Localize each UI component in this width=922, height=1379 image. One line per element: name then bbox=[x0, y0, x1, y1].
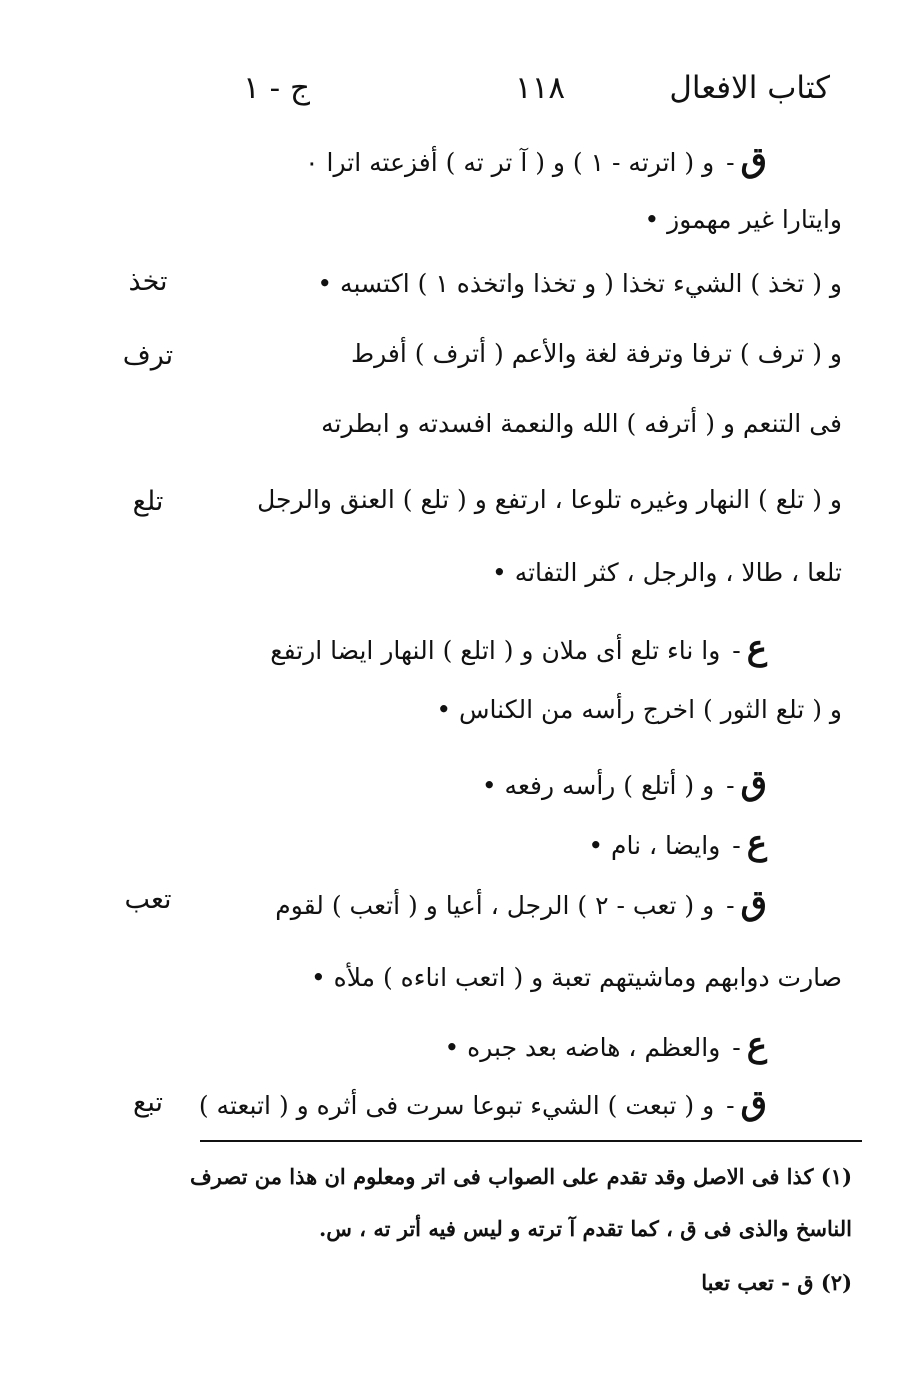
text-line bbox=[588, 823, 767, 863]
text-line bbox=[257, 480, 842, 520]
source-separator: - bbox=[726, 1091, 735, 1120]
margin-headword: تبع bbox=[132, 1087, 164, 1118]
book-title: كتاب الافعال bbox=[669, 70, 830, 106]
source-marker: ق bbox=[740, 763, 767, 803]
text-line bbox=[199, 1083, 767, 1123]
line-text: صارت دوابهم وماشيتهم تعبة و ( اتعب اناءه ) ملأه • bbox=[310, 963, 842, 992]
footnote-line: الناسخ والذى فى ق ، كما تقدم آ ترته و ليس فيه أتر ته ، س. bbox=[318, 1216, 852, 1241]
text-line bbox=[351, 334, 842, 374]
text-line bbox=[644, 200, 842, 240]
line-text: وايضا ، نام • bbox=[588, 831, 721, 860]
text-line bbox=[444, 1025, 767, 1065]
source-separator: - bbox=[726, 891, 735, 920]
margin-headword: تلع bbox=[132, 486, 164, 517]
text-line bbox=[305, 140, 767, 180]
page-number: ١١٨ bbox=[515, 70, 565, 106]
text-line bbox=[482, 763, 767, 803]
margin-headword: ترف bbox=[122, 340, 174, 371]
source-separator: - bbox=[726, 771, 735, 800]
line-text: و ( اترته - ١ ) و ( آ تر ته ) أفزعته اترا ٠ bbox=[305, 148, 715, 177]
footnote-divider bbox=[200, 1140, 862, 1142]
source-separator: - bbox=[726, 148, 735, 177]
line-text: وا ناء تلع أى ملان و ( اتلع ) النهار ايضا ارتفع bbox=[270, 636, 721, 665]
source-marker: ق bbox=[740, 1083, 767, 1123]
text-line bbox=[275, 883, 767, 923]
line-text: فى التنعم و ( أترفه ) الله والنعمة افسدته و ابطرته bbox=[321, 409, 842, 438]
line-text: و ( تبعت ) الشيء تبوعا سرت فى أثره و ( اتبعته ) bbox=[198, 1091, 715, 1120]
volume-number: ج - ١ bbox=[243, 70, 310, 106]
line-text: و ( تعب - ٢ ) الرجل ، أعيا و ( أتعب ) لقوم bbox=[275, 891, 715, 920]
footnote-line: (١) كذا فى الاصل وقد تقدم على الصواب فى اتر ومعلوم ان هذا من تصرف bbox=[190, 1164, 852, 1189]
text-line bbox=[270, 628, 767, 668]
line-text: و ( تلع الثور ) اخرج رأسه من الكناس • bbox=[436, 695, 842, 724]
source-marker: ع bbox=[746, 1025, 767, 1065]
source-marker: ع bbox=[746, 823, 767, 863]
line-text: والعظم ، هاضه بعد جبره • bbox=[444, 1033, 721, 1062]
line-text: و ( ترف ) ترفا وترفة لغة والأعم ( أترف ) أفرط bbox=[350, 339, 842, 368]
source-separator: - bbox=[732, 1033, 741, 1062]
source-marker: ق bbox=[740, 140, 767, 180]
line-text: و ( تخذ ) الشيء تخذا ( و تخذا واتخذه ١ ) اكتسبه • bbox=[317, 269, 842, 298]
page-header bbox=[230, 70, 830, 120]
footnote-line: (٢) ق - تعب تعبا bbox=[701, 1270, 852, 1295]
text-line bbox=[321, 404, 842, 444]
text-line bbox=[311, 958, 842, 998]
line-text: و ( تلع ) النهار وغيره تلوعا ، ارتفع و ( تلع ) العنق والرجل bbox=[257, 485, 842, 514]
line-text: وايتارا غير مهموز • bbox=[644, 205, 842, 234]
source-marker: ع bbox=[746, 628, 767, 668]
line-text: تلعا ، طالا ، والرجل ، كثر التفاته • bbox=[492, 558, 842, 587]
source-separator: - bbox=[732, 636, 741, 665]
margin-headword: تخذ bbox=[128, 266, 168, 297]
text-line bbox=[436, 690, 842, 730]
text-line bbox=[492, 553, 842, 593]
source-marker: ق bbox=[740, 883, 767, 923]
margin-headword: تعب bbox=[124, 884, 172, 915]
text-line bbox=[317, 264, 842, 304]
source-separator: - bbox=[732, 831, 741, 860]
line-text: و ( أتلع ) رأسه رفعه • bbox=[481, 771, 715, 800]
